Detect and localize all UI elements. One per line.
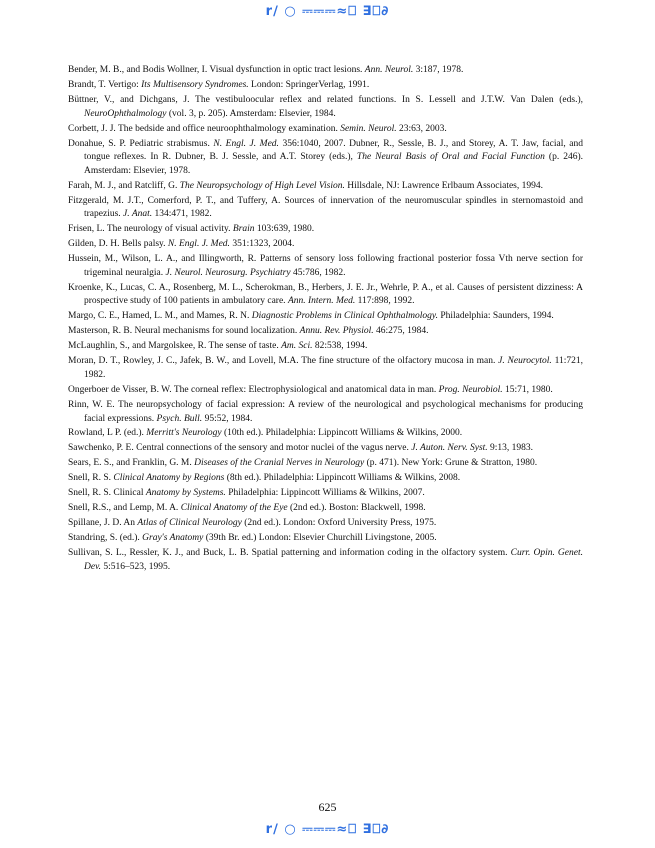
reference-text: Corbett, J. J. The bedside and office neuroophthalmology examination. xyxy=(68,123,341,134)
watermark-bottom: r∕ ○ ⎓⎓⎓≈⎕ ∃⎕∂ xyxy=(265,822,390,837)
reference-text: 3:187, 1978. xyxy=(413,65,464,75)
reference-source-title: Diseases of the Cranial Nerves in Neurology xyxy=(194,458,365,469)
reference-source-title: N. Engl. J. Med. xyxy=(213,138,279,149)
reference-text: Moran, D. T., Rowley, J. C., Jafek, B. W., and Lovell, M.A. The fine structure of the olfactory mucosa in man. xyxy=(68,356,499,367)
reference-text: (39th Br. ed.) London: Elsevier Churchill Livingstone, 2005. xyxy=(203,533,437,544)
reference-source-title: J. Auton. Nerv. Syst. xyxy=(411,443,488,454)
reference-text: (10th ed.). Philadelphia: Lippincott Williams & Wilkins, 2000. xyxy=(221,428,463,439)
reference-text: Masterson, R. B. Neural mechanisms for sound localization. xyxy=(68,326,300,337)
reference-source-title: Am. Sci. xyxy=(281,341,313,352)
reference-text: (p. 246). Amsterdam: Elsevier, 1978. xyxy=(84,152,584,176)
reference-source-title: Annu. Rev. Physiol. xyxy=(299,326,374,337)
reference-text: Frisen, L. The neurology of visual activity. xyxy=(68,224,233,235)
reference-source-title: Psych. Bull. xyxy=(156,413,203,424)
reference-entry xyxy=(68,64,583,78)
reference-text: Fitzgerald, M. J.T., Comerford, P. T., and Tuffery, A. Sources of innervation of the neuromuscular spindles in sternomastoid and trapezius. xyxy=(68,195,583,220)
reference-text: 5:516–523, 1995. xyxy=(100,561,171,572)
reference-text: McLaughlin, S., and Margolskee, R. The sense of taste. xyxy=(68,341,282,352)
reference-text: Snell, R. S. Clinical xyxy=(68,488,146,499)
reference-text: Gilden, D. H. Bells palsy. xyxy=(68,239,168,250)
reference-entry xyxy=(68,223,583,237)
reference-text: 11:721, 1982. xyxy=(84,356,583,380)
reference-entry xyxy=(68,502,583,516)
reference-source-title: J. Neurol. Neurosurg. Psychiatry xyxy=(165,267,291,278)
reference-entry xyxy=(68,282,583,309)
reference-text: Hillsdale, NJ: Lawrence Erlbaum Associates, 1994. xyxy=(344,180,544,191)
reference-entry xyxy=(68,340,583,354)
reference-entry xyxy=(68,238,583,252)
reference-entry xyxy=(68,138,583,179)
reference-text: Sullivan, S. L., Ressler, K. J., and Buck, L. B. Spatial patterning and information coding in the olfactory system. xyxy=(68,548,511,559)
reference-entry xyxy=(68,472,583,486)
reference-text: 103:639, 1980. xyxy=(254,224,315,235)
reference-source-title: Clinical Anatomy of the Eye xyxy=(180,503,288,514)
reference-source-title: Atlas of Clinical Neurology xyxy=(137,518,242,529)
reference-entry xyxy=(68,517,583,531)
reference-entry xyxy=(68,547,583,574)
reference-text: Kroenke, K., Lucas, C. A., Rosenberg, M. L., Scherokman, B., Herbers, J. E. Jr., Wehrle, P. A., et al. Causes of persistent dizziness: A prospective study of 100 patients in ambulatory care. xyxy=(68,282,583,307)
reference-text: Philadelphia: Lippincott Williams & Wilkins, 2007. xyxy=(225,488,425,499)
reference-entry xyxy=(68,355,583,382)
reference-source-title: The Neuropsychology of High Level Vision. xyxy=(179,180,345,191)
reference-text: 134:471, 1982. xyxy=(152,209,212,220)
reference-text: Snell, R. S. xyxy=(68,473,114,484)
reference-text: Standring, S. (ed.). xyxy=(68,533,143,544)
reference-text: Rowland, L P. (ed.). xyxy=(68,428,147,439)
reference-source-title: J. Neurocytol. xyxy=(498,356,552,367)
reference-entry xyxy=(68,310,583,324)
page-number: 625 xyxy=(318,800,337,814)
reference-source-title: NeuroOphthalmology xyxy=(84,108,167,119)
reference-text: Snell, R.S., and Lemp, M. A. xyxy=(68,503,181,514)
reference-source-title: Prog. Neurobiol. xyxy=(438,384,503,395)
reference-text: London: SpringerVerlag, 1991. xyxy=(248,79,370,90)
reference-text: Margo, C. E., Hamed, L. M., and Mames, R. N. xyxy=(68,311,252,322)
reference-text: Ongerboer de Visser, B. W. The corneal reflex: Electrophysiological and anatomical data in man. xyxy=(68,384,439,395)
reference-text: 117:898, 1992. xyxy=(355,296,415,307)
reference-source-title: Ann. Neurol. xyxy=(364,65,414,75)
reference-source-title: Gray's Anatomy xyxy=(142,533,204,544)
reference-text: 46:275, 1984. xyxy=(373,326,429,337)
reference-entry xyxy=(68,123,583,137)
reference-text: Sawchenko, P. E. Central connections of the sensory and motor nuclei of the vagus nerve. xyxy=(68,443,412,454)
reference-text: 9:13, 1983. xyxy=(487,443,534,454)
reference-text: 45:786, 1982. xyxy=(290,267,346,278)
reference-entry xyxy=(68,253,583,280)
reference-text: Hussein, M., Wilson, L. A., and Illingworth, R. Patterns of sensory loss following fractional posterior fossa Vth nerve section for trigeminal neuralgia. xyxy=(68,254,583,278)
reference-entry xyxy=(68,487,583,501)
reference-text: Brandt, T. Vertigo: xyxy=(68,79,142,90)
reference-text: Donahue, S. P. Pediatric strabismus. xyxy=(68,138,214,149)
reference-entry xyxy=(68,180,583,194)
reference-list xyxy=(68,64,583,576)
reference-text: (2nd ed.). London: Oxford University Press, 1975. xyxy=(241,518,437,529)
reference-source-title: Its Multisensory Syndromes. xyxy=(141,79,249,90)
reference-source-title: J. Anat. xyxy=(123,209,153,220)
reference-text: 82:538, 1994. xyxy=(312,341,368,352)
reference-entry xyxy=(68,399,583,426)
reference-entry xyxy=(68,94,583,121)
reference-text: Büttner, V., and Dichgans, J. The vestibuloocular reflex and related functions. In S. Lessell and J.T.W. Van Dalen (eds.), xyxy=(68,94,583,105)
reference-text: Spillane, J. D. An xyxy=(68,518,138,529)
reference-entry xyxy=(68,195,583,222)
reference-text: (8th ed.). Philadelphia: Lippincott Williams & Wilkins, 2008. xyxy=(224,473,461,484)
reference-text: Bender, M. B., and Bodis Wollner, I. Visual dysfunction in optic tract lesions. xyxy=(68,65,365,75)
reference-text: Rinn, W. E. The neuropsychology of facial expression: A review of the neurological and psychological mechanisms for producing facial expressions. xyxy=(68,399,583,424)
reference-text: (vol. 3, p. 205). Amsterdam: Elsevier, 1984. xyxy=(166,108,336,119)
reference-text: 95:52, 1984. xyxy=(202,413,253,424)
reference-source-title: Anatomy by Systems. xyxy=(145,488,226,499)
reference-entry xyxy=(68,384,583,398)
reference-entry xyxy=(68,79,583,93)
reference-source-title: Clinical Anatomy by Regions xyxy=(113,473,225,484)
reference-text: Farah, M. J., and Ratcliff, G. xyxy=(68,180,180,191)
reference-source-title: Ann. Intern. Med. xyxy=(287,296,356,307)
reference-entry xyxy=(68,442,583,456)
watermark-top: r∕ ○ ⎓⎓⎓≈⎕ ∃⎕∂ xyxy=(265,4,390,19)
reference-text: Philadelphia: Saunders, 1994. xyxy=(437,311,554,322)
reference-source-title: Curr. Opin. Genet. Dev. xyxy=(84,548,583,572)
reference-entry xyxy=(68,457,583,471)
reference-source-title: Brain xyxy=(232,224,255,235)
reference-text: 356:1040, 2007. Dubner, R., Sessle, B. J., and Storey, A. T. Jaw, facial, and tongue reflexes. In R. Dubner, B. J. Sessle, and A.T. Storey (eds.), xyxy=(84,138,583,163)
reference-text: 15:71, 1980. xyxy=(502,384,553,395)
reference-source-title: Semin. Neurol. xyxy=(340,123,397,134)
reference-entry xyxy=(68,532,583,546)
reference-text: (2nd ed.). Boston: Blackwell, 1998. xyxy=(287,503,426,514)
reference-text: (p. 471). New York: Grune & Stratton, 1980. xyxy=(364,458,538,469)
reference-source-title: The Neural Basis of Oral and Facial Function xyxy=(356,152,545,163)
reference-entry xyxy=(68,427,583,441)
reference-text: 23:63, 2003. xyxy=(396,123,447,134)
reference-text: 351:1323, 2004. xyxy=(229,239,295,250)
reference-text: Sears, E. S., and Franklin, G. M. xyxy=(68,458,195,469)
reference-source-title: N. Engl. J. Med. xyxy=(167,239,230,250)
reference-entry xyxy=(68,325,583,339)
reference-source-title: Merritt's Neurology xyxy=(146,428,222,439)
reference-source-title: Diagnostic Problems in Clinical Ophthalmology. xyxy=(251,311,438,322)
